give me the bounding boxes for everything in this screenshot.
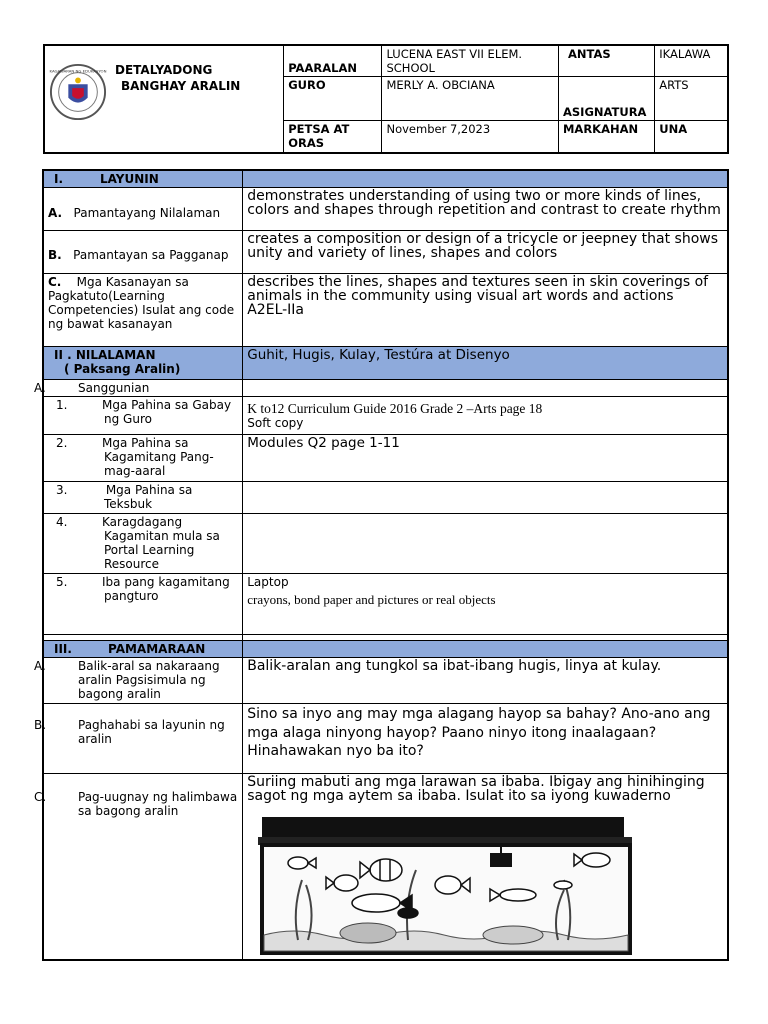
header-title-line2: BANGHAY ARALIN [121,79,241,93]
balik-aral-label [34,658,243,704]
item-label: Mga Pahina sa Kagamitang Pang-mag-aaral [102,436,214,478]
layunin-c-letter: C. [48,275,62,289]
pamamaraan-a-text: Balik-aral sa nakaraang aralin Pagsisimula ng bagong aralin [78,659,220,701]
sanggunian-letter: A. [34,381,46,395]
aquarium-fish-drawing-icon [258,815,634,957]
gabay-guro-label [43,397,243,435]
pag-uugnay-label [34,774,243,960]
item-label: Mga Pahina sa Teksbuk [102,483,193,511]
markahan-label: MARKAHAN [558,121,654,153]
layunin-a-text: Pamantayang Nilalaman [73,205,221,220]
pamamaraan-heading-text: PAMAMARAAN [108,642,206,656]
sanggunian-text: Sanggunian [78,381,150,395]
header-title-line1: DETALYADONG [115,63,213,77]
sanggunian-label [34,380,243,397]
pamamaraan-c-text: Pag-uugnay ng halimbawa sa bagong aralin [78,790,238,818]
paaralan-value: LUCENA EAST VII ELEM. SCHOOL [382,45,559,77]
kasanayan-text: describes the lines, shapes and textures seen in skin coverings of animals in the community using visual art words and actions [247,274,709,304]
antas-label: ANTAS [558,45,654,77]
pamamaraan-b-letter: B. [34,718,47,732]
nilalaman-heading [43,347,243,380]
layunin-heading-text: LAYUNIN [100,172,159,186]
kagamitang-mag-aaral-value: Modules Q2 page 1-11 [243,435,728,482]
paghahabi-value: Sino sa inyo ang may mga alagang hayop sa bahay? Ano-ano ang mga alaga ninyong hayop? Paano ninyo itong inaalagaan? Hinahawakan nyo ba ito? [243,704,728,774]
guro-label: GURO [284,77,382,121]
paghahabi-label [34,704,243,774]
layunin-b-text: Pamantayan sa Pagganap [73,247,229,262]
guro-value: MERLY A. OBCIANA [382,77,559,121]
pamantayang-nilalaman-value: demonstrates understanding of using two or more kinds of lines, colors and shapes through repetition and contrast to create rhythm [243,188,728,231]
pamamaraan-c-letter: C. [34,790,47,804]
nilalaman-value: Guhit, Hugis, Kulay, Testúra at Disenyo [243,347,728,380]
asignatura-label: ASIGNATURA [558,77,654,121]
header-title-cell [44,45,284,153]
header-table [43,44,729,154]
pamantayang-nilalaman-label [43,188,243,231]
paaralan-label: PAARALAN [284,45,382,77]
item-num: 4. [56,515,68,529]
gabay-guro-value [243,397,728,435]
iba-pang-kagamitan-value [243,574,728,635]
portal-resource-value [243,514,728,574]
gabay-guro-text: K to12 Curriculum Guide 2016 Grade 2 –Arts page 18 [247,400,543,416]
pamamaraan-a-letter: A. [34,659,46,673]
pamantayan-sa-pagganap-label [43,231,243,274]
pamamaraan-heading-blank [243,641,728,658]
item-label: Iba pang kagamitang pangturo [102,575,230,603]
asignatura-value: ARTS [655,77,728,121]
iba-pang-kagamitan-text2: crayons, bond paper and pictures or real objects [247,592,496,607]
teksbuk-label [43,482,243,514]
layunin-heading-blank [243,170,728,188]
layunin-a-letter: A. [48,205,63,220]
item-label: Mga Pahina sa Gabay ng Guro [102,398,232,426]
kasanayan-value [243,274,728,347]
iba-pang-kagamitan-label [43,574,243,635]
deped-seal-icon [49,63,107,121]
gabay-guro-text2: Soft copy [247,415,304,430]
nilalaman-subheading: ( Paksang Aralin) [64,362,181,376]
sanggunian-blank [243,380,728,397]
pamamaraan-heading [43,641,243,658]
petsa-value: November 7,2023 [382,121,559,153]
kasanayan-label [43,274,243,347]
layunin-heading [43,170,243,188]
svg-text:KAGAWARAN NG EDUKASYON: KAGAWARAN NG EDUKASYON [49,68,107,74]
markahan-value: UNA [655,121,728,153]
teksbuk-value [243,482,728,514]
kagamitang-mag-aaral-label [43,435,243,482]
item-num: 5. [56,575,68,589]
petsa-label: PETSA AT ORAS [284,121,382,153]
pamamaraan-heading-num: III. [54,642,72,656]
antas-value: IKALAWA [655,45,728,77]
layunin-c-text: Mga Kasanayan sa Pagkatuto(Learning Competencies) Isulat ang code ng bawat kasanayan [48,275,235,331]
pamantayan-sa-pagganap-value: creates a composition or design of a tricycle or jeepney that shows unity and variety of lines, shapes and colors [243,231,728,274]
item-num: 3. [56,483,68,497]
balik-aral-value: Balik-aralan ang tungkol sa ibat-ibang hugis, linya at kulay. [243,658,728,704]
pag-uugnay-value: Suriing mabuti ang mga larawan sa ibaba. Ibigay ang hinihinging sagot ng mga aytem sa ibaba. Isulat ito sa iyong kuwaderno [243,774,728,960]
layunin-heading-num: I. [54,172,64,186]
item-num: 2. [56,436,68,450]
pamamaraan-b-text: Paghahabi sa layunin ng aralin [78,718,225,746]
kasanayan-code: A2EL-IIa [247,302,305,318]
nilalaman-heading-text: II . NILALAMAN [54,348,156,362]
portal-resource-label [43,514,243,574]
iba-pang-kagamitan-text: Laptop [247,575,289,589]
item-label: Karagdagang Kagamitan mula sa Portal Learning Resource [102,515,220,571]
item-num: 1. [56,398,68,412]
layunin-b-letter: B. [48,247,62,262]
